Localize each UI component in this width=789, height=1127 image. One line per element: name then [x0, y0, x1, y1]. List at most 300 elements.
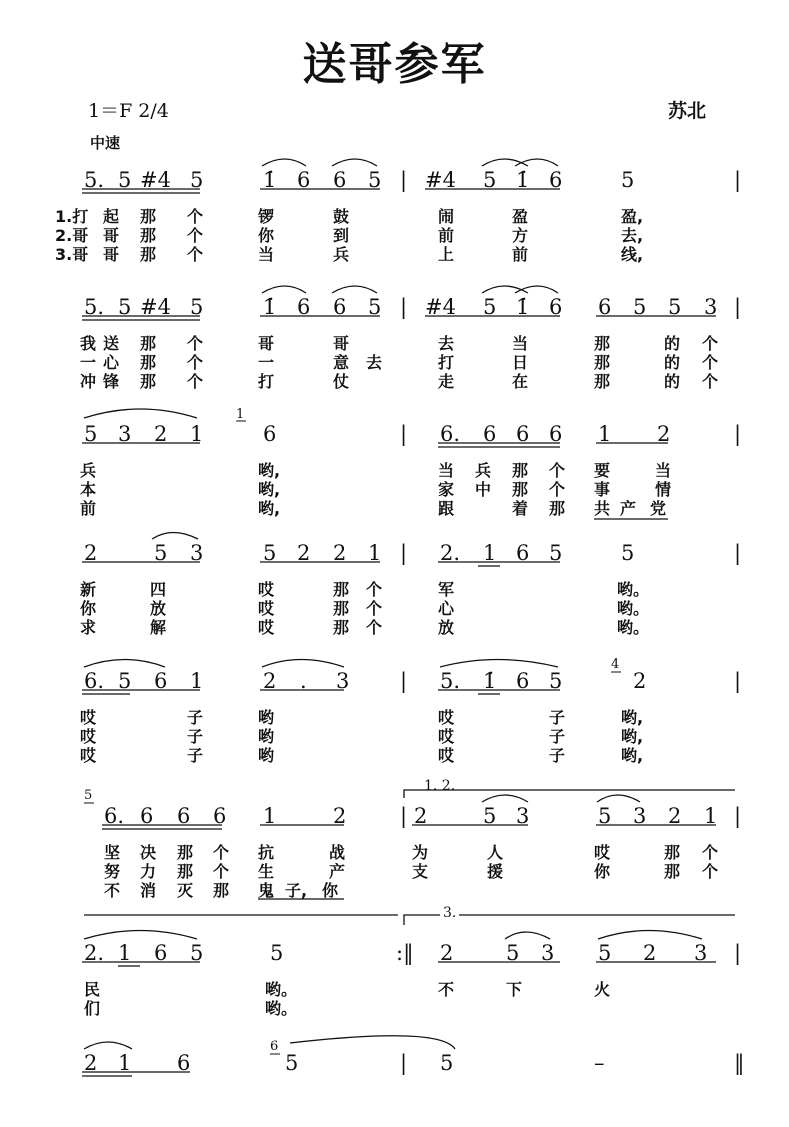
note: 1	[118, 941, 132, 965]
note: 6	[297, 295, 311, 319]
lyric-word: 那	[512, 480, 529, 499]
note: 2	[263, 669, 277, 693]
note: 1	[704, 804, 718, 828]
lyric-word: 不	[104, 881, 121, 900]
note: 5	[368, 168, 382, 192]
lyric-word: 子	[549, 727, 566, 746]
note: 5	[440, 1051, 454, 1075]
lyric-word: 那	[333, 618, 350, 637]
note: 5	[483, 804, 497, 828]
note: 5	[549, 541, 563, 565]
note: 1	[483, 541, 497, 565]
lyric-word: 四	[150, 580, 167, 599]
lyric-word: 灭	[177, 881, 194, 900]
lyric-word: 民	[84, 980, 101, 999]
lyric-word: 哟	[258, 708, 275, 727]
barline: :‖	[396, 941, 414, 965]
notation-line	[0, 533, 789, 573]
barline: |	[400, 669, 408, 693]
lyric-word: 的	[664, 372, 681, 391]
lyric-word: 前	[438, 226, 455, 245]
lyric-word: 起	[103, 207, 120, 226]
note: 3	[694, 941, 708, 965]
note: 6	[549, 422, 563, 446]
lyric-word: 兵	[475, 461, 492, 480]
lyric-word: 子,	[285, 881, 308, 900]
lyric-word: 跟	[438, 499, 455, 518]
lyric-word: 抗	[258, 843, 275, 862]
lyric-word: 坚	[104, 843, 121, 862]
lyric-verse-1	[0, 977, 789, 997]
lyric-verse-2	[0, 477, 789, 497]
volta-1-label: 1. 2.	[424, 778, 456, 794]
lyric-word: 哎	[438, 746, 455, 765]
lyric-word: 送	[103, 334, 120, 353]
lyric-word: 事	[594, 480, 611, 499]
note: 5	[118, 669, 132, 693]
lyric-word: 个	[366, 618, 383, 637]
note: 1	[368, 541, 382, 565]
lyric-word: 党	[650, 499, 667, 518]
lyric-word: 你	[594, 862, 611, 881]
note: 5.	[84, 168, 105, 192]
note: 5	[190, 168, 204, 192]
lyric-word: 闹	[438, 207, 455, 226]
note: 6	[549, 295, 563, 319]
lyric-word: 个	[213, 843, 230, 862]
lyric-word: 放	[438, 618, 455, 637]
lyric-word: 们	[84, 999, 101, 1018]
tempo-mark: 中速	[90, 134, 121, 152]
lyric-word: 哎	[438, 708, 455, 727]
note: 6.	[104, 804, 125, 828]
note: 2	[414, 804, 428, 828]
lyric-word: 哟,	[258, 480, 281, 499]
note: 5	[633, 295, 647, 319]
lyric-word: 求	[80, 618, 97, 637]
note: 5	[506, 941, 520, 965]
lyric-word: 哟。	[265, 999, 298, 1018]
lyric-word: 个	[187, 245, 204, 264]
lyric-word: 个	[213, 862, 230, 881]
lyric-word: 前	[512, 245, 529, 264]
note: 6	[598, 295, 612, 319]
lyric-word: 个	[366, 580, 383, 599]
note: 6	[516, 669, 530, 693]
note: 3	[704, 295, 718, 319]
lyric-word: 哟,	[258, 461, 281, 480]
lyric-word: 哎	[80, 727, 97, 746]
note: 5.	[440, 669, 461, 693]
barline: |	[400, 168, 408, 192]
lyric-word: 的	[664, 353, 681, 372]
note: 1	[598, 422, 612, 446]
barline: |	[734, 168, 742, 192]
lyric-word: 个	[187, 353, 204, 372]
note: 5	[84, 422, 98, 446]
note: 2	[440, 941, 454, 965]
note: 5	[368, 295, 382, 319]
lyric-word: 哥	[333, 334, 350, 353]
lyric-word: 打	[258, 372, 275, 391]
note: 5	[190, 295, 204, 319]
lyric-word: 哟	[258, 727, 275, 746]
lyric-word: 个	[702, 353, 719, 372]
lyric-word: 为	[412, 843, 429, 862]
lyric-word: 上	[438, 245, 455, 264]
lyric-word: 共	[594, 499, 611, 518]
lyric-word: 冲	[80, 372, 97, 391]
note: 1̇	[483, 669, 497, 693]
lyric-word: 在	[512, 372, 529, 391]
note: 5	[118, 168, 132, 192]
lyric-verse-3	[0, 496, 789, 516]
note: .	[300, 669, 307, 693]
key-signature: 1＝F 2/4	[88, 100, 169, 122]
barline: |	[400, 295, 408, 319]
lyric-word: 下	[506, 980, 523, 999]
lyric-word: 一	[80, 353, 97, 372]
lyric-word: 那	[594, 334, 611, 353]
note: 6	[516, 541, 530, 565]
lyric-word: 产	[620, 499, 637, 518]
lyric-word: 方	[512, 226, 529, 245]
barline: |	[734, 295, 742, 319]
note: 1	[263, 804, 277, 828]
lyric-word: 哟,	[621, 727, 644, 746]
lyric-verse-2	[0, 223, 789, 243]
lyric-word: 支	[412, 862, 429, 881]
lyric-word: 个	[187, 334, 204, 353]
lyric-word: 那	[333, 580, 350, 599]
note: 2	[333, 541, 347, 565]
lyric-word: 心	[438, 599, 455, 618]
note: 6	[263, 422, 277, 446]
lyric-word: 那	[549, 499, 566, 518]
svg-text:4: 4	[611, 657, 620, 672]
note: 1̇	[516, 168, 530, 192]
note: 3	[516, 804, 530, 828]
lyric-word: 锣	[258, 207, 275, 226]
note: 2	[84, 541, 98, 565]
lyric-word: 那	[177, 843, 194, 862]
lyric-word: 子	[549, 708, 566, 727]
lyric-word: 子	[187, 727, 204, 746]
lyric-word: 哥	[103, 226, 120, 245]
lyric-word: 意	[333, 353, 350, 372]
note: 5	[668, 295, 682, 319]
lyric-verse-1	[0, 204, 789, 224]
lyric-word: 哎	[258, 580, 275, 599]
note: 1̇	[516, 295, 530, 319]
lyric-word: 那	[140, 226, 157, 245]
lyric-word: 哥	[103, 245, 120, 264]
note: 5	[190, 941, 204, 965]
barline: |	[400, 422, 408, 446]
note: 6	[154, 941, 168, 965]
note: #4	[425, 168, 456, 192]
lyric-verse-1	[0, 705, 789, 725]
lyric-verse-3	[0, 242, 789, 262]
lyric-word: 哥	[258, 334, 275, 353]
notation-line	[0, 661, 789, 701]
lyric-word: 到	[333, 226, 350, 245]
note: 5	[598, 804, 612, 828]
note: 2	[154, 422, 168, 446]
lyric-word: 着	[512, 499, 529, 518]
lyric-word: 努	[104, 862, 121, 881]
lyric-word: 兵	[80, 461, 97, 480]
page-title: 送哥参军	[302, 39, 487, 90]
lyric-word: 哟	[258, 746, 275, 765]
lyric-word: 个	[702, 334, 719, 353]
lyric-word: 去	[438, 334, 455, 353]
lyric-word: 那	[594, 372, 611, 391]
lyric-verse-2	[0, 724, 789, 744]
notation-line	[0, 796, 789, 836]
lyric-word: 放	[150, 599, 167, 618]
lyric-word: 援	[487, 862, 504, 881]
note: 5	[263, 541, 277, 565]
notation-line	[0, 933, 789, 973]
note: 2.	[84, 941, 105, 965]
lyric-word: 情	[655, 480, 672, 499]
note: 2	[643, 941, 657, 965]
lyric-word: 本	[80, 480, 97, 499]
lyric-word: 前	[80, 499, 97, 518]
lyric-word: 哟。	[617, 618, 650, 637]
lyric-word: 哟。	[265, 980, 298, 999]
lyric-word: 你	[258, 226, 275, 245]
lyric-verse-3	[0, 615, 789, 635]
lyric-word: 那	[177, 862, 194, 881]
lyric-verse-1	[0, 577, 789, 597]
lyric-word: 哎	[80, 746, 97, 765]
lyric-word: 个	[702, 862, 719, 881]
lyric-word: 个	[549, 480, 566, 499]
lyric-word: 的	[664, 334, 681, 353]
note: 2	[668, 804, 682, 828]
barline: |	[400, 804, 408, 828]
notation-line	[0, 414, 789, 454]
lyric-word: 火	[594, 980, 611, 999]
lyric-word: 力	[140, 862, 157, 881]
lyric-word: 线,	[621, 245, 644, 264]
lyric-word: 鬼	[258, 881, 275, 900]
lyric-word: 去,	[621, 226, 644, 245]
lyric-word: 鼓	[333, 207, 350, 226]
note: 5	[483, 168, 497, 192]
note: 5.	[84, 295, 105, 319]
lyric-word: 那	[213, 881, 230, 900]
note: 3	[118, 422, 132, 446]
note: 5	[154, 541, 168, 565]
note: 2	[633, 669, 647, 693]
note: 6	[297, 168, 311, 192]
note: 5	[270, 941, 284, 965]
lyric-word: 新	[80, 580, 97, 599]
lyric-verse-2	[0, 596, 789, 616]
barline: ‖	[734, 1051, 745, 1075]
lyric-word: 一	[258, 353, 275, 372]
note: 6	[177, 1051, 191, 1075]
lyric-word: 那	[664, 862, 681, 881]
note: 1	[190, 669, 204, 693]
volta-3-label: 3.	[440, 905, 459, 921]
lyric-word: 当	[258, 245, 275, 264]
note: 6	[140, 804, 154, 828]
lyric-word: 盈	[512, 207, 529, 226]
note: 6	[333, 168, 347, 192]
note: 6.	[440, 422, 461, 446]
lyric-word: 那	[140, 245, 157, 264]
lyric-word: 家	[438, 480, 455, 499]
barline: |	[400, 1051, 408, 1075]
lyric-word: 不	[438, 980, 455, 999]
notation-line	[0, 1043, 789, 1083]
lyric-verse-3	[0, 369, 789, 389]
lyric-word: 军	[438, 580, 455, 599]
lyric-word: 你	[322, 881, 339, 900]
lyric-word: 人	[487, 843, 504, 862]
lyric-word: 哟,	[621, 746, 644, 765]
lyric-word: 哎	[438, 727, 455, 746]
barline: |	[734, 804, 742, 828]
note: 6	[333, 295, 347, 319]
svg-text:6: 6	[270, 1039, 279, 1054]
notation-line	[0, 160, 789, 200]
lyric-word: 决	[140, 843, 157, 862]
note: 3	[541, 941, 555, 965]
note: 2	[657, 422, 671, 446]
lyric-word: 那	[664, 843, 681, 862]
lyric-word: 生	[258, 862, 275, 881]
lyric-word: 那	[594, 353, 611, 372]
lyric-verse-1	[0, 458, 789, 478]
note: 3	[633, 804, 647, 828]
lyric-word: 哎	[594, 843, 611, 862]
lyric-word: 盈,	[621, 207, 644, 226]
note: 1	[118, 1051, 132, 1075]
note: 6.	[84, 669, 105, 693]
barline: |	[734, 941, 742, 965]
barline: |	[734, 541, 742, 565]
lyric-word: 个	[366, 599, 383, 618]
lyric-word: 个	[187, 372, 204, 391]
lyric-word: 要	[594, 461, 611, 480]
lyric-word: 1.打	[55, 207, 89, 226]
lyric-word: 哎	[258, 618, 275, 637]
note: 5	[285, 1051, 299, 1075]
barline: |	[734, 669, 742, 693]
note: 6	[549, 168, 563, 192]
lyric-word: 你	[80, 599, 97, 618]
lyric-word: 走	[438, 372, 455, 391]
lyric-verse-1	[0, 840, 789, 860]
note: 6	[177, 804, 191, 828]
note: #4	[425, 295, 456, 319]
note: 2	[333, 804, 347, 828]
note: 5	[621, 168, 635, 192]
note: 5	[118, 295, 132, 319]
lyric-word: 锋	[103, 372, 120, 391]
svg-text:5: 5	[84, 788, 93, 803]
lyric-word: 个	[702, 843, 719, 862]
lyric-word: 兵	[333, 245, 350, 264]
lyric-word: 子	[187, 708, 204, 727]
note: –	[594, 1051, 605, 1075]
lyric-word: 中	[475, 480, 492, 499]
lyric-word: 哟。	[617, 580, 650, 599]
lyric-word: 那	[512, 461, 529, 480]
note: 6	[213, 804, 227, 828]
lyric-word: 战	[329, 843, 346, 862]
region-label: 苏北	[668, 100, 707, 122]
note: 5	[621, 541, 635, 565]
lyric-word: 那	[140, 207, 157, 226]
lyric-verse-1	[0, 331, 789, 351]
note: 3	[190, 541, 204, 565]
note: 2.	[440, 541, 461, 565]
note: 6	[483, 422, 497, 446]
note: 6	[154, 669, 168, 693]
lyric-word: 当	[512, 334, 529, 353]
lyric-word: 心	[103, 353, 120, 372]
lyric-word: 当	[438, 461, 455, 480]
note: 2	[84, 1051, 98, 1075]
note: 5	[598, 941, 612, 965]
lyric-word: 日	[512, 353, 529, 372]
lyric-word: 消	[140, 881, 157, 900]
note: 2	[297, 541, 311, 565]
lyric-word: 仗	[333, 372, 350, 391]
lyric-word: 2.哥	[55, 226, 89, 245]
lyric-word: 哟,	[258, 499, 281, 518]
lyric-word: 3.哥	[55, 245, 89, 264]
lyric-word: 我	[80, 334, 97, 353]
lyric-word: 哎	[80, 708, 97, 727]
lyric-verse-2	[0, 996, 789, 1016]
barline: |	[400, 541, 408, 565]
lyric-word: 个	[187, 226, 204, 245]
note: 1	[190, 422, 204, 446]
note: 6	[516, 422, 530, 446]
lyric-word: 当	[655, 461, 672, 480]
barline: |	[734, 422, 742, 446]
notation-line	[0, 287, 789, 327]
lyric-word: 子	[187, 746, 204, 765]
lyric-verse-3	[0, 878, 789, 898]
lyric-word: 那	[140, 334, 157, 353]
lyric-word: 去	[366, 353, 383, 372]
lyric-word: 个	[702, 372, 719, 391]
lyric-word: 那	[140, 353, 157, 372]
lyric-word: 哟。	[617, 599, 650, 618]
lyric-verse-3	[0, 743, 789, 763]
note: 1̇	[263, 295, 277, 319]
note: 3	[336, 669, 350, 693]
lyric-word: 哟,	[621, 708, 644, 727]
lyric-verse-2	[0, 350, 789, 370]
lyric-word: 哎	[258, 599, 275, 618]
lyric-word: 打	[438, 353, 455, 372]
note: 5	[549, 669, 563, 693]
lyric-word: 个	[549, 461, 566, 480]
lyric-verse-2	[0, 859, 789, 879]
note: 1̇	[263, 168, 277, 192]
note: #4	[140, 295, 171, 319]
svg-text:1: 1	[236, 407, 245, 422]
